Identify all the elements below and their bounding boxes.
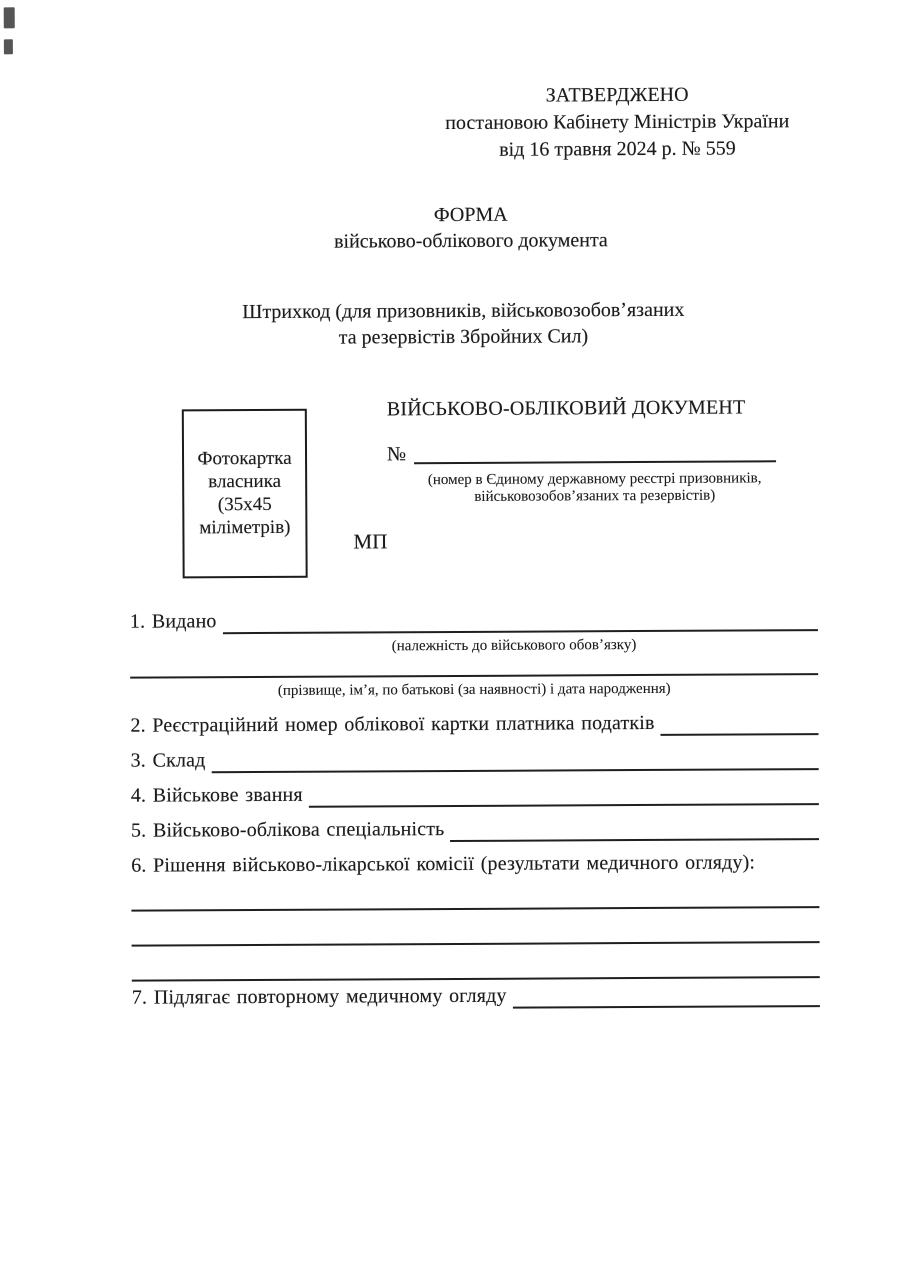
field-6-line-3[interactable] [132,976,820,982]
field-1-row [130,606,818,635]
field-2-input-line[interactable] [660,710,818,736]
field-1-label: 1. Видано [129,610,217,633]
approval-line: ЗАТВЕРДЖЕНО [545,83,689,107]
field-1-input-line[interactable] [222,606,817,634]
photo-placeholder-box [182,409,308,579]
document-number-caption-line: військовозобов’язаних та резервістів) [474,487,716,505]
field-6-line-1[interactable] [131,906,819,912]
photo-box-line: (35x45 [217,493,272,516]
photo-box-line: Фотокартка [197,447,292,470]
field-4-input-line[interactable] [309,780,819,808]
document-number-input-line[interactable] [414,442,776,464]
form-heading-line: ФОРМА [433,203,508,227]
field-3-label: 3. Склад [130,749,206,772]
document-number-caption-line: (номер в Єдиному державному реєстрі призовників, [427,470,762,489]
field-5-input-line[interactable] [450,815,819,842]
field-7-input-line[interactable] [513,982,820,1009]
barcode-note-line: та резервістів Збройних Сил) [338,325,589,349]
field-2-label: 2. Реєстраційний номер облікової картки платника податків [130,711,655,737]
approval-line: постановою Кабінету Міністрів України [445,110,790,135]
field-1-name-line[interactable] [130,673,818,679]
approval-line: від 16 травня 2024 р. № 559 [499,137,736,161]
barcode-note [113,296,813,352]
photo-box-line: власника [208,470,282,493]
document-number-caption [412,470,777,506]
document-number-label: № [386,443,407,466]
document-title: ВІЙСЬКОВО-ОБЛІКОВИЙ ДОКУМЕНТ [386,396,746,421]
field-3-row [131,745,819,774]
field-3-input-line[interactable] [211,745,818,773]
field-4-row [131,780,819,809]
field-6-label: 6. Рішення військово-лікарської комісії (результати медичного огляду): [131,851,756,877]
scan-artifact-mark [4,7,15,28]
stamp-mp-label: МП [353,529,388,554]
field-6-line-2[interactable] [132,941,820,947]
field-2-row [130,710,818,739]
field-5-label: 5. Військово-облікова спеціальність [130,818,445,842]
barcode-note-line: Штрихкод (для призовників, військовозобов’язаних [242,298,685,324]
field-7-row [132,982,820,1011]
document-number-row [387,442,776,464]
field-5-row [131,815,819,844]
field-7-label: 7. Підлягає повторному медичному огляду [131,984,507,1009]
scan-artifact-mark [4,39,13,54]
form-heading-line: військово-облікового документа [333,229,608,253]
field-4-label: 4. Військове звання [130,783,303,807]
form-heading [121,200,821,256]
photo-box-line: міліметрів) [199,516,291,539]
field-1-caption: (належність до військового обов’язку) [391,637,637,655]
approval-stamp-block [417,81,817,164]
field-1-caption-2: (прізвище, ім’я, по батькові (за наявності) і дата народження) [277,680,671,699]
